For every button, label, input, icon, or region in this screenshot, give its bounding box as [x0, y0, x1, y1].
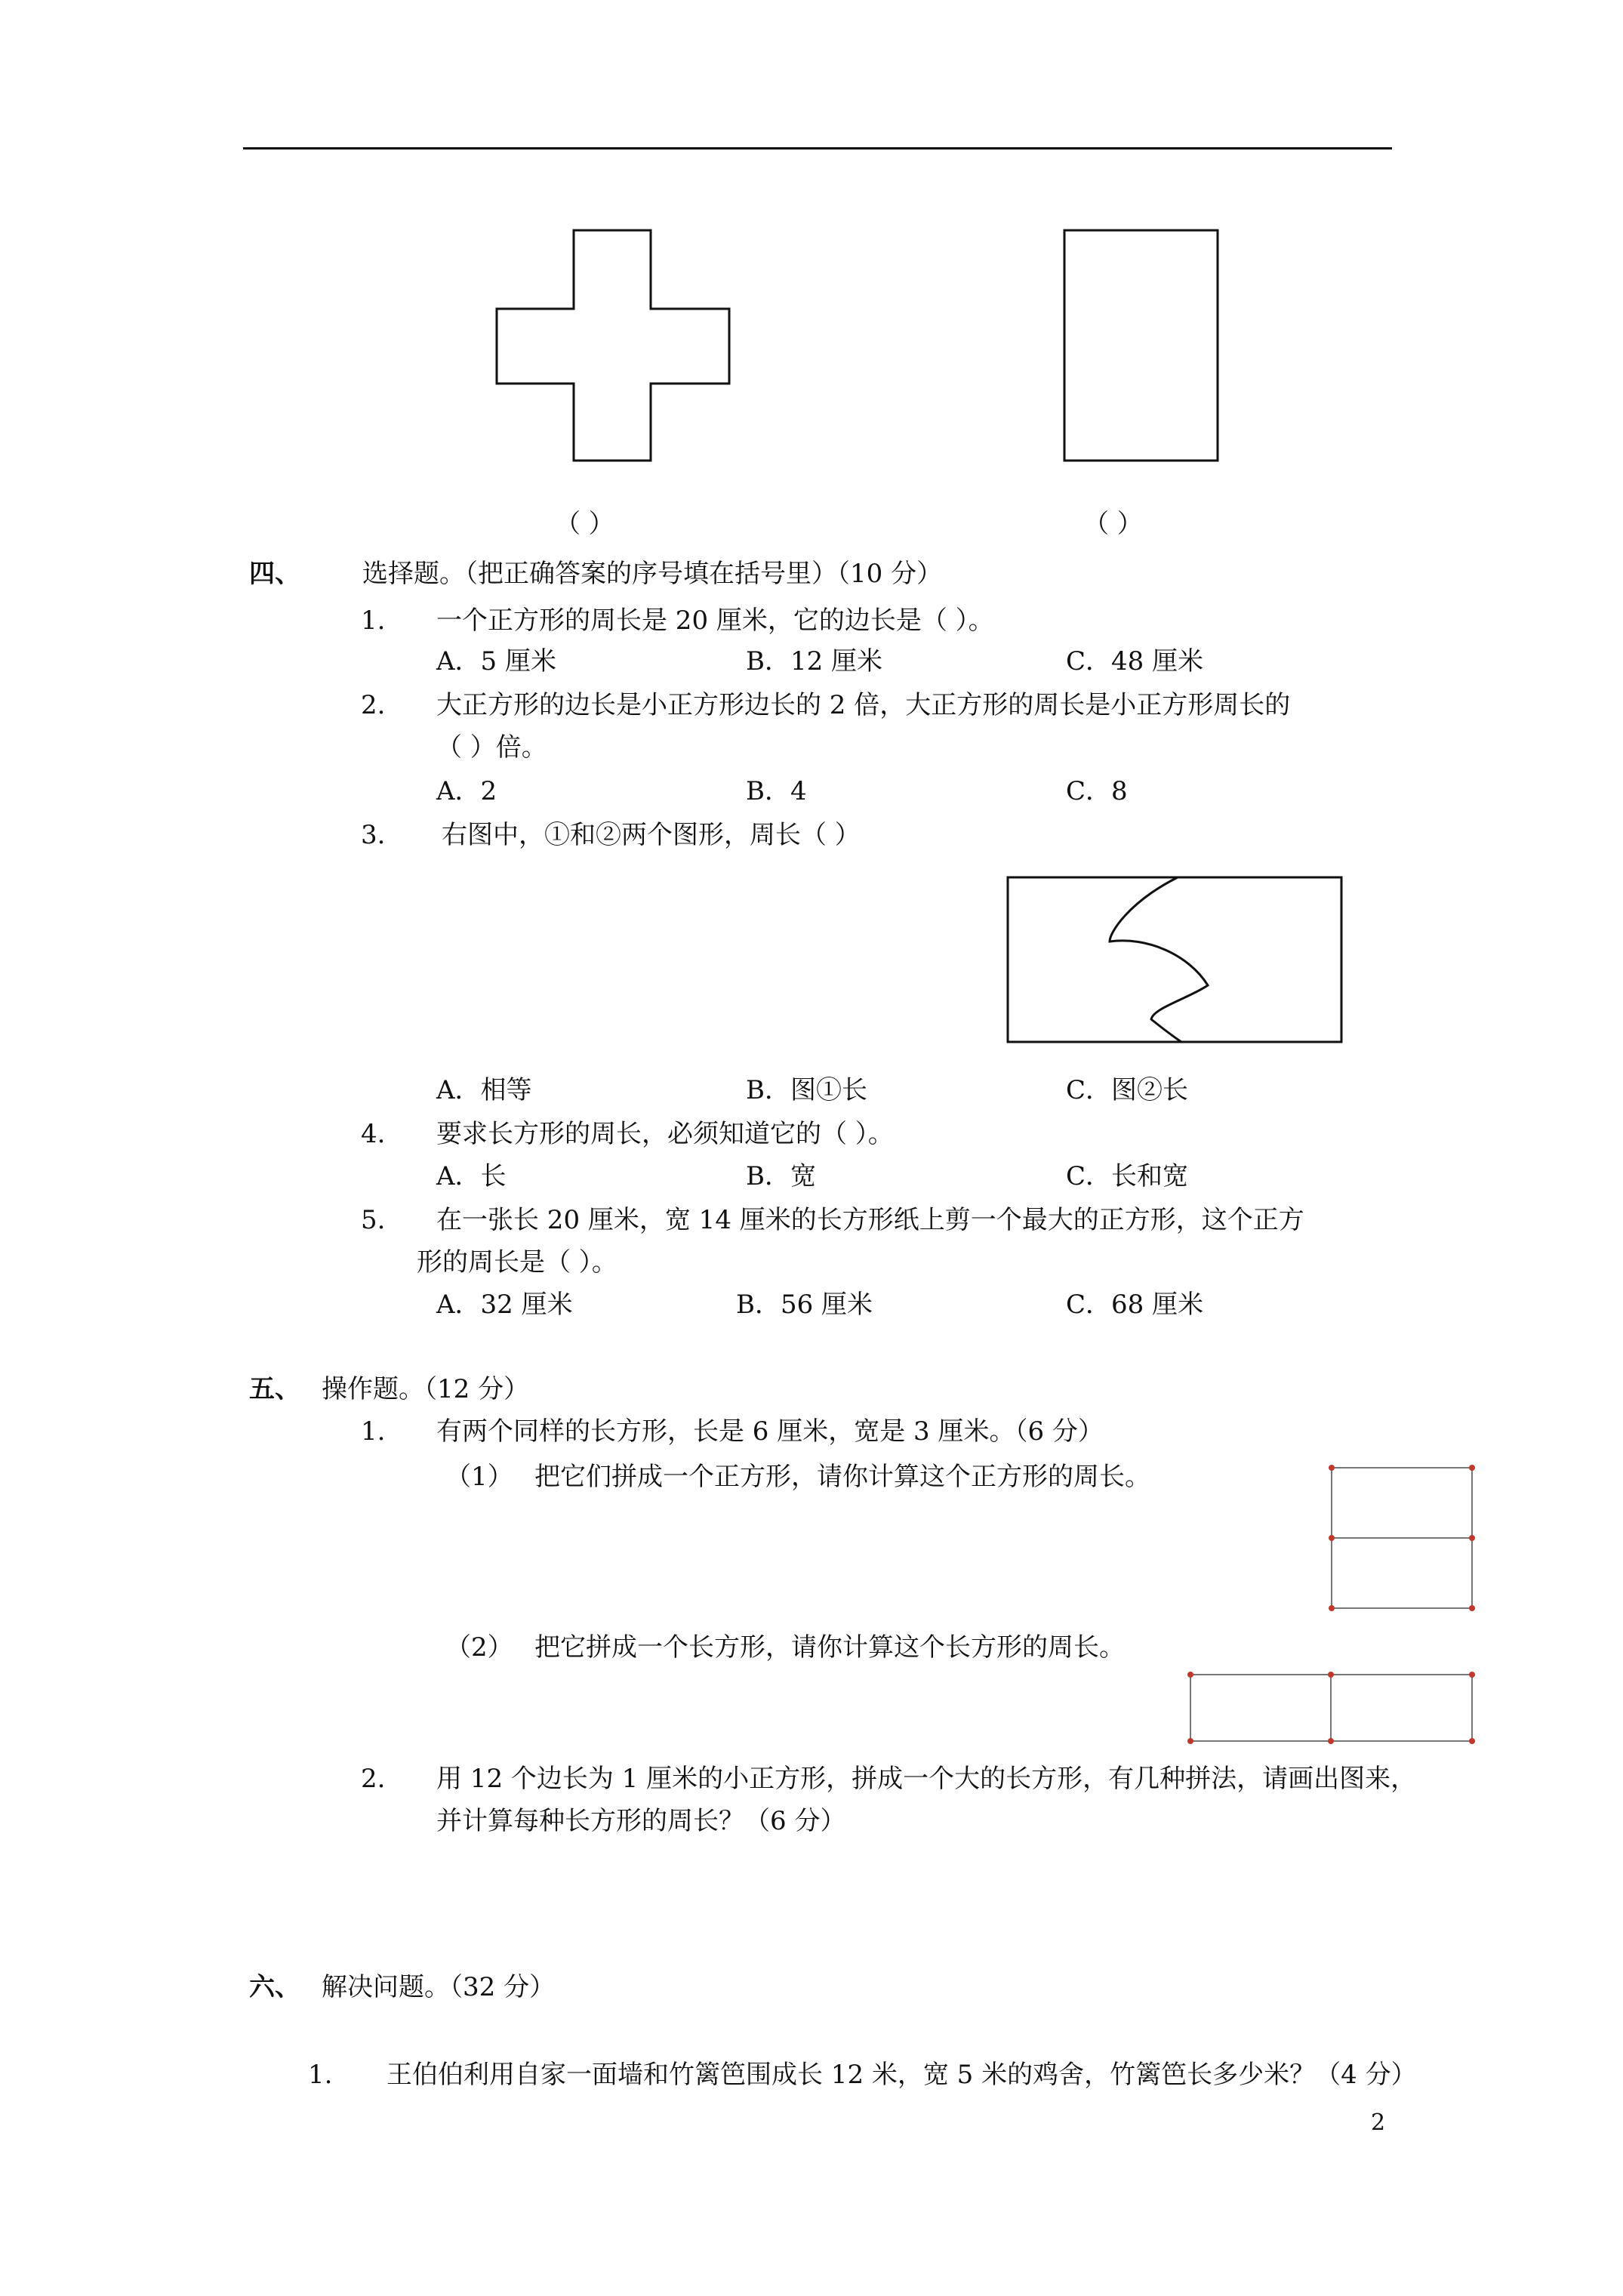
q4-2-number: 2. [361, 690, 386, 720]
q5-1-sub2-number: （2） [445, 1632, 513, 1663]
q4-5-text-cont: 形的周长是（ ）。 [417, 1247, 617, 1277]
section6-title: 解决问题。（32 分） [322, 1972, 556, 2002]
q4-3-text: 右图中，①和②两个图形，周长（ ） [442, 820, 861, 850]
section6-number: 六、 [249, 1972, 300, 2002]
q4-3-option-c[interactable]: C．图②长 [1066, 1075, 1189, 1105]
q5-2-number: 2. [361, 1764, 386, 1794]
section5-title: 操作题。（12 分） [322, 1374, 530, 1404]
q4-2-text-cont: （ ）倍。 [436, 732, 547, 763]
q4-1-option-b[interactable]: B．12 厘米 [746, 646, 883, 676]
q5-1-text: 有两个同样的长方形，长是 6 厘米，宽是 3 厘米。（6 分） [436, 1416, 1104, 1447]
section4-number: 四、 [249, 559, 300, 589]
q4-4-option-a[interactable]: A．长 [436, 1161, 507, 1191]
q6-1-number: 1. [308, 2060, 333, 2090]
answer-paren-rect[interactable]: （ ） [1083, 509, 1143, 539]
q4-3-option-a[interactable]: A．相等 [436, 1075, 532, 1105]
q4-1-text: 一个正方形的周长是 20 厘米，它的边长是（ ）。 [436, 606, 994, 636]
q5-1-number: 1. [361, 1416, 386, 1447]
q4-4-option-b[interactable]: B．宽 [746, 1161, 816, 1191]
q4-4-text: 要求长方形的周长，必须知道它的（ ）。 [436, 1119, 894, 1149]
section4-title: 选择题。（把正确答案的序号填在括号里）（10 分） [362, 559, 943, 589]
q4-2-option-c[interactable]: C．8 [1066, 776, 1128, 806]
q4-1-number: 1. [361, 606, 386, 636]
page-number: 2 [1371, 2110, 1386, 2136]
q4-5-option-a[interactable]: A．32 厘米 [436, 1290, 573, 1320]
q4-1-option-a[interactable]: A．5 厘米 [436, 646, 556, 676]
q4-2-option-a[interactable]: A．2 [436, 776, 497, 806]
q5-1-sub1-number: （1） [445, 1462, 513, 1492]
q5-1-sub1-text: 把它们拼成一个正方形，请你计算这个正方形的周长。 [534, 1462, 1150, 1492]
q4-5-option-c[interactable]: C．68 厘米 [1066, 1290, 1204, 1320]
q5-2-text-cont: 并计算每种长方形的周长？（6 分） [436, 1806, 846, 1836]
q4-3-number: 3. [361, 820, 386, 850]
q4-2-option-b[interactable]: B．4 [746, 776, 807, 806]
section5-number: 五、 [249, 1374, 300, 1404]
q5-1-sub2-text: 把它拼成一个长方形，请你计算这个长方形的周长。 [534, 1632, 1125, 1663]
q4-4-option-c[interactable]: C．长和宽 [1066, 1161, 1189, 1191]
answer-paren-cross[interactable]: （ ） [555, 509, 614, 539]
q5-2-text: 用 12 个边长为 1 厘米的小正方形，拼成一个大的长方形，有几种拼法，请画出图来， [436, 1764, 1417, 1794]
q4-2-text: 大正方形的边长是小正方形边长的 2 倍，大正方形的周长是小正方形周长的 [436, 690, 1291, 720]
q4-4-number: 4. [361, 1119, 386, 1149]
q4-5-option-b[interactable]: B．56 厘米 [736, 1290, 873, 1320]
q4-5-text: 在一张长 20 厘米，宽 14 厘米的长方形纸上剪一个最大的正方形，这个正方 [436, 1205, 1304, 1235]
q4-1-option-c[interactable]: C．48 厘米 [1066, 646, 1204, 676]
q4-3-option-b[interactable]: B．图①长 [746, 1075, 867, 1105]
q4-5-number: 5. [361, 1205, 386, 1235]
q6-1-text: 王伯伯利用自家一面墙和竹篱笆围成长 12 米，宽 5 米的鸡舍，竹篱笆长多少米？（4 分） [387, 2060, 1417, 2090]
